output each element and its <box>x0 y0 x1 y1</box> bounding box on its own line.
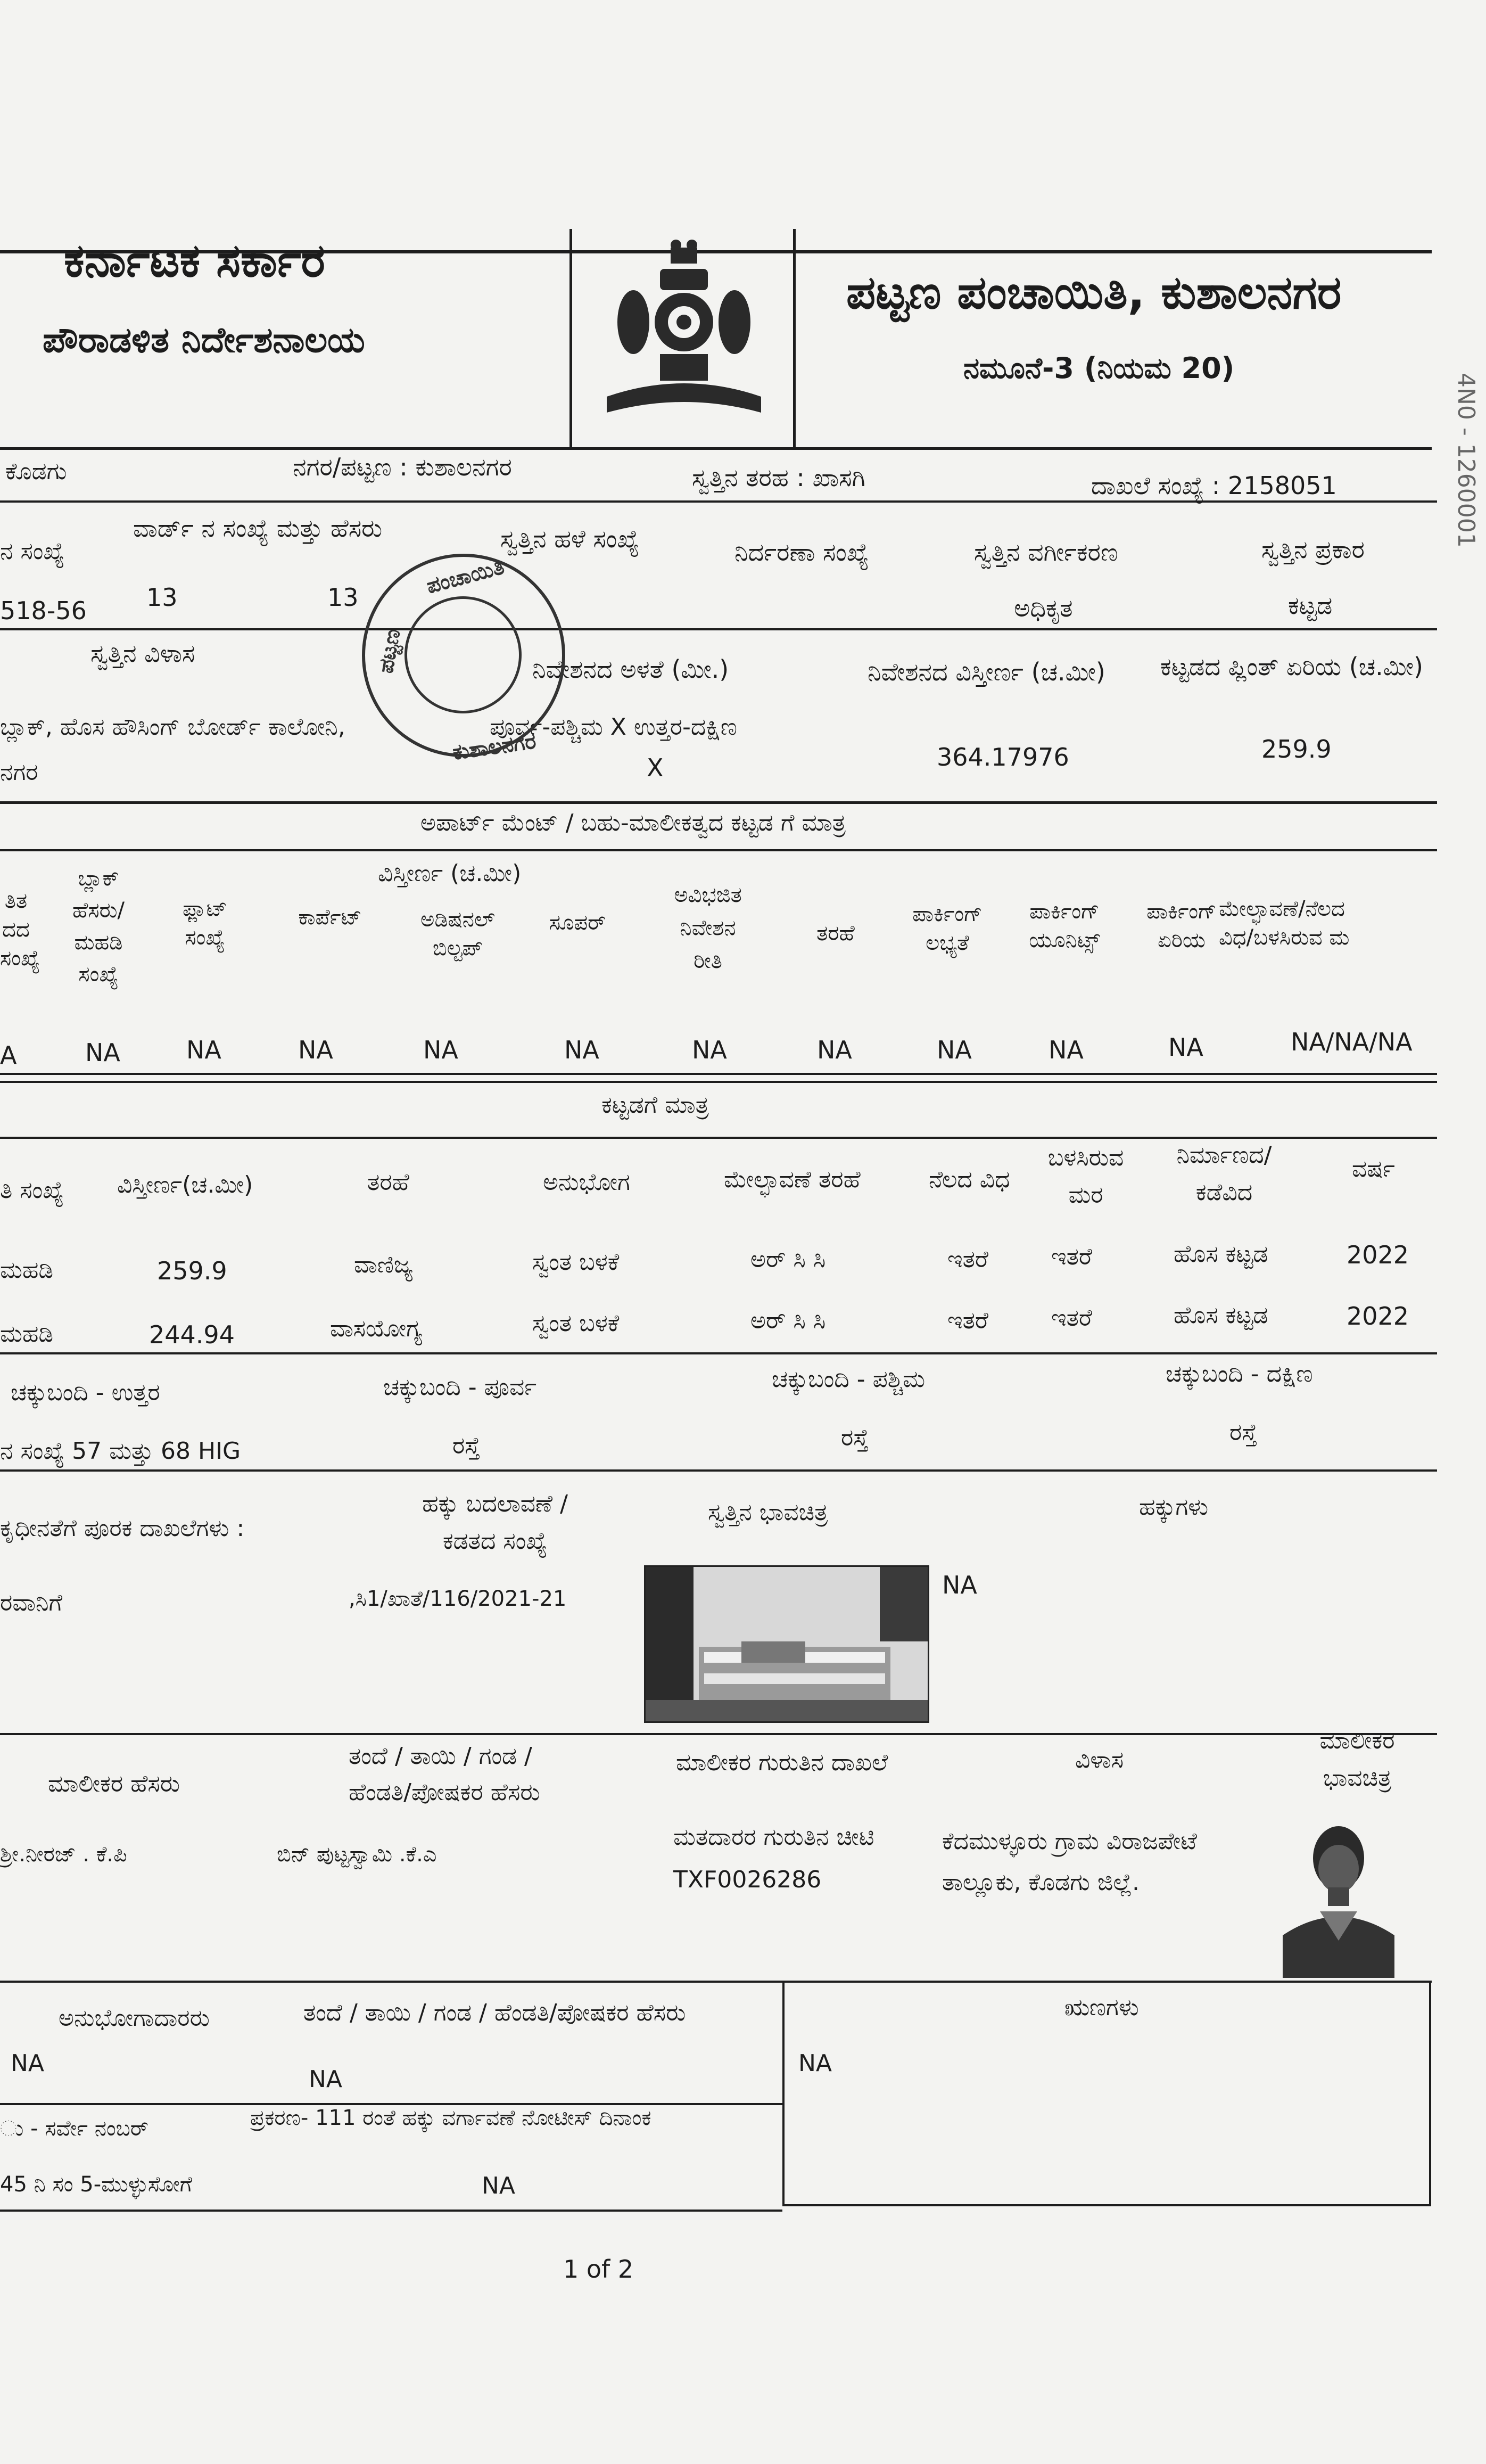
owner-name-label: ಮಾಲೀಕರ ಹೆಸರು <box>48 1770 180 1797</box>
val-ward-number: 13 <box>146 583 178 612</box>
apt-hdr-0: ತಿತ ದದ ಸಂಖ್ಯೆ <box>0 889 40 971</box>
directorate-title: ಪೌರಾಡಳಿತ ನಿರ್ದೇಶನಾಲಯ <box>43 319 365 360</box>
hdr-site-dimensions: ನಿವೇಶನದ ಅಳತೆ (ಮೀ.) <box>532 655 729 684</box>
owner-photo-label: ಮಾಲೀಕರ ಭಾವಚಿತ್ರ <box>1319 1727 1395 1792</box>
val-classification: ಅಧಿಕೃತ <box>1014 594 1073 622</box>
occupant-value: NA <box>11 2050 45 2077</box>
apt-val-5: NA <box>564 1036 599 1064</box>
apt-hdr-1: ಬ್ಲಾಕ್ ಹೆಸರು/ ಮಹಡಿ ಸಂಖ್ಯೆ <box>72 866 125 987</box>
header-divider-right <box>793 229 796 447</box>
val-property-kind: ಕಟ್ಟಡ <box>1288 591 1333 620</box>
bld-r2-floor-type: ಇತರೆ <box>947 1307 988 1334</box>
bld-r1-wood: ಇತರೆ <box>1051 1243 1092 1270</box>
seal-left-text: ಪಟ್ಟಣ <box>373 627 406 675</box>
occupant-relation-value: NA <box>309 2066 343 2093</box>
address-line1: ಬ್ಲಾಕ್, ಹೊಸ ಹೌಸಿಂಗ್ ಬೋರ್ಡ್ ಕಾಲೋನಿ, <box>0 713 345 741</box>
owner-id-number: TXF0026286 <box>673 1866 822 1893</box>
hdr-plinth-area: ಕಟ್ಟಡದ ಪ್ಲಿಂತ್ ಏರಿಯ (ಚ.ಮೀ) <box>1160 652 1423 681</box>
karnataka-emblem-icon <box>596 237 772 434</box>
loans-value: NA <box>798 2050 832 2077</box>
val-old-number: 13 <box>327 583 359 612</box>
survey-number-label: ು - ಸರ್ವೇ ನಂಬರ್ <box>0 2116 148 2141</box>
rule <box>0 1981 1432 1983</box>
site-area-value: 364.17976 <box>937 743 1069 771</box>
seal-inner-ring <box>404 596 522 713</box>
owner-relation: ಬಿನ್ ಪುಟ್ಟಸ್ವಾಮಿ .ಕೆ.ಎ <box>277 1842 437 1867</box>
owner-relation-label: ತಂದೆ / ತಾಯಿ / ಗಂಡ / ಹೆಂಡತಿ/ಪೋಷಕರ ಹೆಸರು <box>349 1743 540 1806</box>
rule <box>0 849 1437 851</box>
bld-r1-type: ವಾಣಿಜ್ಯ <box>354 1251 413 1278</box>
boundary-west-label: ಚಕ್ಕುಬಂದಿ - ಪಶ್ಚಿಮ <box>772 1366 926 1393</box>
page-number: 1 of 2 <box>563 2255 634 2284</box>
boundary-north-label: ಚಕ್ಕುಬಂದಿ - ಉತ್ತರ <box>11 1379 160 1406</box>
header-divider-left <box>569 229 572 447</box>
rule <box>0 801 1437 804</box>
owner-photo <box>1277 1818 1400 1978</box>
apt-hdr-10: ಪಾರ್ಕಿಂಗ್ ಏರಿಯ <box>1146 899 1217 952</box>
header-bottom-rule <box>0 447 1432 450</box>
apt-hdr-4: ಅಡಿಷನಲ್ ಬಿಲ್ಟಪ್ <box>420 907 495 960</box>
owner-id-type: ಮತದಾರರ ಗುರುತಿನ ಚೀಟಿ <box>673 1824 874 1851</box>
bld-hdr-2: ತರಹೆ <box>367 1169 409 1196</box>
bld-r1-roof: ಅರ್ ಸಿ ಸಿ <box>750 1246 826 1273</box>
bld-r2-area: 244.94 <box>149 1320 235 1349</box>
owner-address-label: ವಿಳಾಸ <box>1075 1746 1124 1773</box>
boundary-east-label: ಚಕ್ಕುಬಂದಿ - ಪೂರ್ವ <box>383 1374 537 1401</box>
apt-val-2: NA <box>186 1036 221 1064</box>
apt-hdr-7: ತರಹೆ <box>816 921 855 946</box>
seal-top-text: ಪಂಚಾಯಿತಿ <box>424 554 507 599</box>
apartment-area-group: ವಿಸ್ತೀರ್ಣ (ಚ.ಮೀ) <box>378 860 522 887</box>
apt-hdr-6: ಅವಿಭಜಿತ ನಿವೇಶನ ರೀತಿ <box>674 883 742 973</box>
record-number: ದಾಖಲೆ ಸಂಖ್ಯೆ : 2158051 <box>1091 471 1337 500</box>
apt-hdr-3: ಕಾರ್ಪೆಟ್ <box>298 905 362 930</box>
transfer-file-label: ಹಕ್ಕು ಬದಲಾವಣೆ / ಕಡತದ ಸಂಖ್ಯೆ <box>422 1490 568 1555</box>
rule <box>0 500 1437 503</box>
boundary-south-value: ರಸ್ತೆ <box>1229 1419 1258 1446</box>
loans-label: ಋಣಗಳು <box>1064 1994 1139 2021</box>
address-line2: ನಗರ <box>0 759 38 786</box>
notice-value: NA <box>482 2172 516 2199</box>
hdr-ward: ವಾರ್ಡ್ ನ ಸಂಖ್ಯೆ ಮತ್ತು ಹೆಸರು <box>133 514 383 543</box>
apt-val-8: NA <box>937 1036 972 1064</box>
rule <box>0 2103 782 2105</box>
bld-r2-year: 2022 <box>1347 1302 1409 1330</box>
bld-r1-year: 2022 <box>1347 1241 1409 1269</box>
property-type: ಸ್ವತ್ತಿನ ತರಹ : ಖಾಸಗಿ <box>692 463 865 492</box>
notice-label: ಪ್ರಕರಣ- 111 ರಂತೆ ಹಕ್ಕು ವರ್ಗಾವಣೆ ನೋಟೀಸ್ ದಿನಾಂಕ <box>250 2106 651 2130</box>
loans-right-border <box>1429 1981 1431 2204</box>
apt-val-6: NA <box>692 1036 727 1064</box>
property-photo-label: ಸ್ವತ್ತಿನ ಭಾವಚಿತ್ರ <box>708 1499 828 1526</box>
bld-r2-wood: ಇತರೆ <box>1051 1304 1092 1332</box>
hdr-assessment-number: ನಿರ್ದರಣಾ ಸಂಖ್ಯೆ <box>734 538 869 566</box>
supporting-docs-value: ರವಾನಿಗೆ <box>0 1589 63 1616</box>
supporting-docs-label: ಕೃಧೀನತೆಗೆ ಪೂರಕ ದಾಖಲೆಗಳು : <box>0 1515 245 1542</box>
bld-r1-usage: ಸ್ವಂತ ಬಳಕೆ <box>532 1249 620 1276</box>
apt-hdr-2: ಫ್ಲಾಟ್ ಸಂಖ್ಯೆ <box>183 897 227 950</box>
apt-val-1: NA <box>85 1038 120 1067</box>
hdr-property-kind: ಸ್ವತ್ತಿನ ಪ್ರಕಾರ <box>1261 535 1365 564</box>
hdr-classification: ಸ್ವತ್ತಿನ ವರ್ಗೀಕರಣ <box>974 538 1118 566</box>
bld-hdr-0: ತಿ ಸಂಖ್ಯೆ <box>0 1177 64 1204</box>
survey-number-value: 45 ನಿ ಸಂ 5-ಮುಳ್ಳುಸೋಗೆ <box>0 2172 192 2197</box>
form-title: ನಮೂನೆ-3 (ನಿಯಮ 20) <box>963 351 1235 385</box>
bld-hdr-1: ವಿಸ್ತೀರ್ಣ(ಚ.ಮೀ) <box>117 1171 253 1198</box>
district: ಕೊಡಗು <box>5 458 67 485</box>
rule <box>0 1081 1437 1083</box>
boundary-north-value: ನ ಸಂಖ್ಯೆ 57 ಮತ್ತು 68 HIG <box>0 1438 241 1465</box>
plinth-area-value: 259.9 <box>1261 735 1332 763</box>
seal-bottom-text: ಕುಶಾಲನಗರ <box>451 729 538 765</box>
apt-val-10: NA <box>1168 1033 1203 1062</box>
owner-name: ಶ್ರೀ.ನೀರಜ್ . ಕೆ.ಪಿ <box>0 1842 127 1867</box>
building-title: ಕಟ್ಟಡಗೆ ಮಾತ್ರ <box>601 1091 709 1119</box>
rule <box>0 1073 1437 1075</box>
govt-title: ಕರ್ನಾಟಕ ಸರ್ಕಾರ <box>64 234 325 288</box>
dimension-x: X <box>647 753 664 782</box>
boundary-east-value: ರಸ್ತೆ <box>452 1432 481 1459</box>
apt-val-7: NA <box>817 1036 852 1064</box>
apt-val-4: NA <box>423 1036 458 1064</box>
apt-hdr-8: ಪಾರ್ಕಿಂಗ್ ಲಭ್ಯತೆ <box>912 902 983 955</box>
town: ನಗರ/ಪಟ್ಟಣ : ಕುಶಾಲನಗರ <box>293 453 512 481</box>
owner-id-label: ಮಾಲೀಕರ ಗುರುತಿನ ದಾಖಲೆ <box>676 1749 888 1776</box>
property-photo <box>644 1565 929 1723</box>
bld-r1-construction: ಹೊಸ ಕಟ್ಟಡ <box>1174 1241 1268 1268</box>
bld-r2-floor: ಮಹಡಿ <box>0 1320 54 1348</box>
panchayat-title: ಪಟ್ಟಣ ಪಂಚಾಯಿತಿ, ಕುಶಾಲನಗರ <box>846 266 1342 319</box>
hdr-address: ಸ್ವತ್ತಿನ ವಿಳಾಸ <box>90 639 195 668</box>
val-serial: 518-56 <box>0 596 87 625</box>
apt-hdr-11: ಮೇಲ್ಛಾವಣೆ/ನೆಲದ ವಿಧ/ಬಳಸಿರುವ ಮ <box>1219 897 1350 950</box>
bld-r1-floor-type: ಇತರೆ <box>947 1246 988 1273</box>
apt-val-0: A <box>0 1041 17 1070</box>
side-serial-mark: 4N0 - 1260001 <box>1452 373 1480 548</box>
occupant-relation-label: ತಂದೆ / ತಾಯಿ / ಗಂಡ / ಹೆಂಡತಿ/ಪೋಷಕರ ಹೆಸರು <box>303 1999 686 2026</box>
apt-hdr-5: ಸೂಪರ್ <box>549 910 606 935</box>
hdr-serial: ನ ಸಂಖ್ಯೆ <box>0 538 65 565</box>
apartment-title: ಅಪಾರ್ಟ್ ಮೆಂಟ್ / ಬಹು-ಮಾಲೀಕತ್ವದ ಕಟ್ಟಡ ಗೆ ಮಾತ್ರ <box>420 809 846 836</box>
bld-hdr-7: ನಿರ್ಮಾಣದ/ ಕಡೆವಿದ <box>1176 1141 1272 1206</box>
bld-r2-roof: ಅರ್ ಸಿ ಸಿ <box>750 1307 826 1334</box>
apt-val-11: NA/NA/NA <box>1291 1028 1413 1056</box>
bld-hdr-3: ಅನುಭೋಗ <box>543 1169 630 1196</box>
rights-label: ಹಕ್ಕುಗಳು <box>1139 1493 1209 1521</box>
bld-r2-construction: ಹೊಸ ಕಟ್ಟಡ <box>1174 1302 1268 1329</box>
rule <box>0 1733 1437 1735</box>
bld-r1-floor: ಮಹಡಿ <box>0 1256 54 1284</box>
bld-hdr-6: ಬಳಸಿರುವ ಮರ <box>1047 1144 1124 1209</box>
apt-val-3: NA <box>298 1036 333 1064</box>
transfer-file-value: ,ಸಿ1/ಖಾತೆ/116/2021-21 <box>349 1587 567 1611</box>
bld-r1-area: 259.9 <box>157 1256 227 1285</box>
bld-hdr-5: ನೆಲದ ವಿಧ <box>929 1166 1010 1193</box>
apt-val-9: NA <box>1049 1036 1084 1064</box>
bld-r2-usage: ಸ್ವಂತ ಬಳಕೆ <box>532 1310 620 1337</box>
owner-address: ಕೆದಮುಳ್ಳೂರು ಗ್ರಾಮ ವಿರಾಜಪೇಟೆ ತಾಲ್ಲೂಕು, ಕೊಡಗು ಜಿಲ್ಲೆ. <box>942 1828 1197 1896</box>
rule <box>0 628 1437 630</box>
rule <box>0 2210 782 2212</box>
boundary-west-value: ರಸ್ತೆ <box>841 1424 869 1451</box>
occupant-label: ಅನುಭೋಗಾದಾರರು <box>59 2005 210 2032</box>
hdr-old-number: ಸ್ವತ್ತಿನ ಹಳೆ ಸಂಖ್ಯೆ <box>500 524 639 553</box>
loans-bottom-border <box>782 2204 1431 2206</box>
apt-hdr-9: ಪಾರ್ಕಿಂಗ್ ಯೂನಿಟ್ಸ್ <box>1029 899 1100 952</box>
boundary-south-label: ಚಕ್ಕುಬಂದಿ - ದಕ್ಷಿಣ <box>1166 1360 1313 1387</box>
bld-r2-type: ವಾಸಯೋಗ್ಯ <box>330 1315 423 1342</box>
occupant-loans-divider <box>782 1981 785 2204</box>
bld-hdr-8: ವರ್ಷ <box>1352 1155 1395 1182</box>
rule <box>0 1352 1437 1354</box>
rule <box>0 1469 1437 1472</box>
hdr-site-area: ನಿವೇಶನದ ವಿಸ್ತೀರ್ಣ (ಚ.ಮೀ) <box>868 658 1105 686</box>
bld-hdr-4: ಮೇಲ್ಛಾವಣೆ ತರಹೆ <box>724 1166 861 1193</box>
rights-value: NA <box>942 1571 977 1599</box>
dimension-text: ಪೂರ್ವ-ಪಶ್ಚಿಮ X ಉತ್ತರ-ದಕ್ಷಿಣ <box>490 713 737 741</box>
